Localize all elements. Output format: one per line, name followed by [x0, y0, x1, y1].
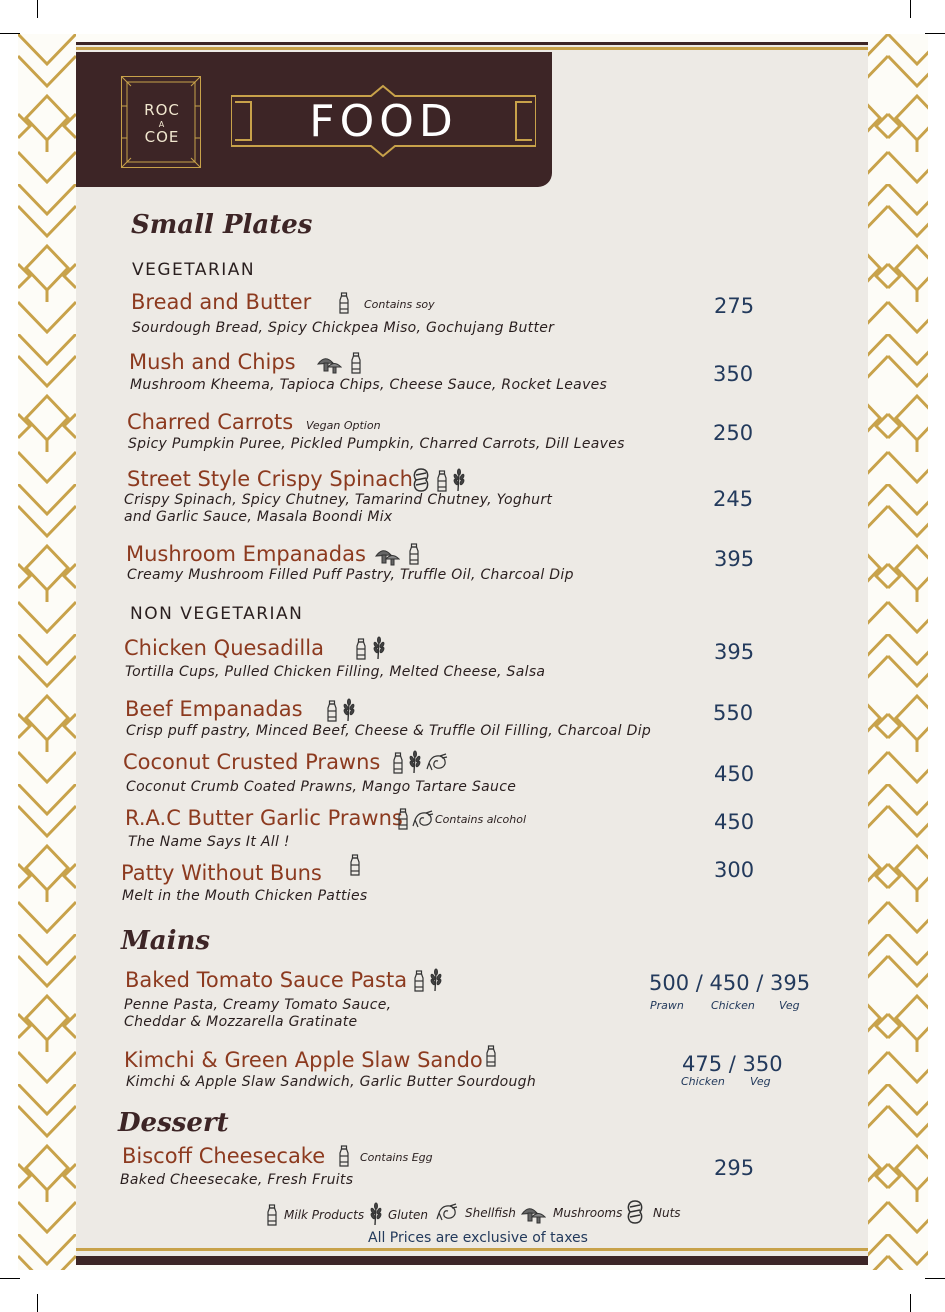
taxes-note: All Prices are exclusive of taxes — [368, 1230, 588, 1246]
item-note: Contains Egg — [360, 1151, 433, 1164]
logo-text-bottom: COE — [144, 128, 180, 146]
crop-mark — [37, 1294, 38, 1312]
item-name: Charred Carrots — [127, 410, 294, 434]
item-name: Beef Empanadas — [125, 697, 303, 721]
item-description-line2: Cheddar & Mozzarella Gratinate — [124, 1014, 358, 1030]
subsection-heading-non-vegetarian: NON VEGETARIAN — [130, 604, 304, 624]
price-label: Veg — [750, 1075, 771, 1088]
item-price: 500 / 450 / 395 — [649, 971, 811, 995]
item-note: Contains soy — [364, 298, 435, 311]
price-label: Chicken — [711, 999, 755, 1012]
gluten-icon — [369, 1202, 383, 1230]
crop-mark — [0, 1278, 20, 1279]
item-description: Tortilla Cups, Pulled Chicken Filling, Melted Cheese, Salsa — [125, 664, 546, 680]
milk-icon — [392, 752, 404, 778]
item-description: Melt in the Mouth Chicken Patties — [122, 888, 368, 904]
item-name: Patty Without Buns — [121, 861, 322, 885]
price-label: Veg — [779, 999, 800, 1012]
legend-gluten-label: Gluten — [388, 1208, 428, 1222]
crop-mark — [925, 1278, 945, 1279]
item-description: Sourdough Bread, Spicy Chickpea Miso, Gochujang Butter — [132, 320, 555, 336]
item-description: Creamy Mushroom Filled Puff Pastry, Truffle Oil, Charcoal Dip — [127, 567, 574, 583]
item-price: 275 — [714, 294, 755, 318]
section-heading-small-plates: Small Plates — [131, 210, 313, 240]
item-price: 395 — [714, 640, 755, 664]
milk-icon — [413, 970, 425, 996]
menu-page — [18, 34, 928, 1270]
section-heading-dessert: Dessert — [118, 1108, 229, 1138]
milk-icon — [485, 1045, 497, 1071]
top-rule — [76, 42, 868, 45]
milk-icon — [355, 638, 367, 664]
item-price: 550 — [713, 701, 754, 725]
item-name: Biscoff Cheesecake — [122, 1144, 326, 1168]
price-label: Chicken — [681, 1075, 725, 1088]
item-price: 350 — [713, 362, 754, 386]
item-description: Crisp puff pastry, Minced Beef, Cheese & Truffle Oil Filling, Charcoal Dip — [126, 723, 652, 739]
item-name: Baked Tomato Sauce Pasta — [125, 968, 408, 992]
milk-icon — [408, 543, 420, 569]
item-description: Mushroom Kheema, Tapioca Chips, Cheese Sauce, Rocket Leaves — [130, 377, 608, 393]
page-title: FOOD — [309, 96, 458, 147]
legend-mushrooms-label: Mushrooms — [553, 1206, 623, 1220]
shellfish-icon — [412, 810, 434, 834]
legend-shellfish-label: Shellfish — [465, 1206, 516, 1220]
section-heading-mains: Mains — [121, 926, 211, 956]
crop-mark — [37, 0, 38, 18]
header-banner — [76, 52, 552, 187]
price-label: Prawn — [650, 999, 684, 1012]
menu-panel — [76, 42, 868, 1265]
logo-text-middle: A — [158, 120, 166, 129]
gluten-icon — [408, 750, 422, 778]
item-description: Baked Cheesecake, Fresh Fruits — [120, 1172, 354, 1188]
subsection-heading-vegetarian: VEGETARIAN — [132, 260, 256, 280]
item-price: 395 — [714, 547, 755, 571]
item-name: Street Style Crispy Spinach — [127, 467, 413, 491]
logo — [121, 76, 201, 168]
item-name: R.A.C Butter Garlic Prawns — [125, 806, 403, 830]
milk-icon — [349, 854, 361, 880]
nut-icon — [626, 1200, 644, 1228]
top-rule-gold — [76, 47, 868, 50]
gluten-icon — [429, 968, 443, 996]
item-price: 475 / 350 — [682, 1052, 783, 1076]
crop-mark — [910, 0, 911, 18]
item-price: 300 — [714, 858, 755, 882]
item-name: Mushroom Empanadas — [126, 542, 366, 566]
shellfish-icon — [436, 1203, 458, 1227]
item-name: Coconut Crusted Prawns — [123, 750, 381, 774]
crop-mark — [910, 1294, 911, 1312]
mushroom-icon — [520, 1204, 546, 1228]
crop-mark — [0, 33, 20, 34]
mushroom-icon — [316, 354, 342, 378]
item-note: Contains alcohol — [435, 813, 527, 826]
item-price: 450 — [714, 762, 755, 786]
crop-mark — [925, 33, 945, 34]
milk-icon — [338, 1145, 350, 1171]
item-note: Vegan Option — [306, 419, 381, 432]
item-price: 450 — [714, 810, 755, 834]
item-description: Penne Pasta, Creamy Tomato Sauce, — [124, 997, 392, 1013]
item-description: Coconut Crumb Coated Prawns, Mango Tartare Sauce — [126, 779, 517, 795]
item-name: Bread and Butter — [131, 290, 312, 314]
bottom-rule — [76, 1256, 868, 1265]
milk-icon — [350, 352, 362, 378]
milk-icon — [397, 808, 409, 834]
item-price: 295 — [714, 1156, 755, 1180]
item-name: Chicken Quesadilla — [124, 636, 324, 660]
item-name: Kimchi & Green Apple Slaw Sando — [124, 1048, 483, 1072]
legend-nuts-label: Nuts — [653, 1206, 681, 1220]
item-description: The Name Says It All ! — [128, 834, 290, 850]
item-price: 245 — [713, 487, 754, 511]
milk-icon — [338, 292, 350, 318]
milk-icon — [266, 1204, 278, 1230]
item-description-line2: and Garlic Sauce, Masala Boondi Mix — [124, 509, 393, 525]
legend-milk-label: Milk Products — [284, 1208, 365, 1222]
item-price: 250 — [713, 421, 754, 445]
bottom-rule-gold — [76, 1248, 868, 1251]
item-description: Spicy Pumpkin Puree, Pickled Pumpkin, Charred Carrots, Dill Leaves — [128, 436, 625, 452]
item-name: Mush and Chips — [129, 350, 296, 374]
gluten-icon — [372, 636, 386, 664]
item-description: Crispy Spinach, Spicy Chutney, Tamarind Chutney, Yoghurt — [124, 492, 553, 508]
shellfish-icon — [426, 753, 448, 777]
item-description: Kimchi & Apple Slaw Sandwich, Garlic Butter Sourdough — [126, 1074, 537, 1090]
gluten-icon — [342, 698, 356, 726]
logo-text-top: ROC — [144, 101, 180, 119]
